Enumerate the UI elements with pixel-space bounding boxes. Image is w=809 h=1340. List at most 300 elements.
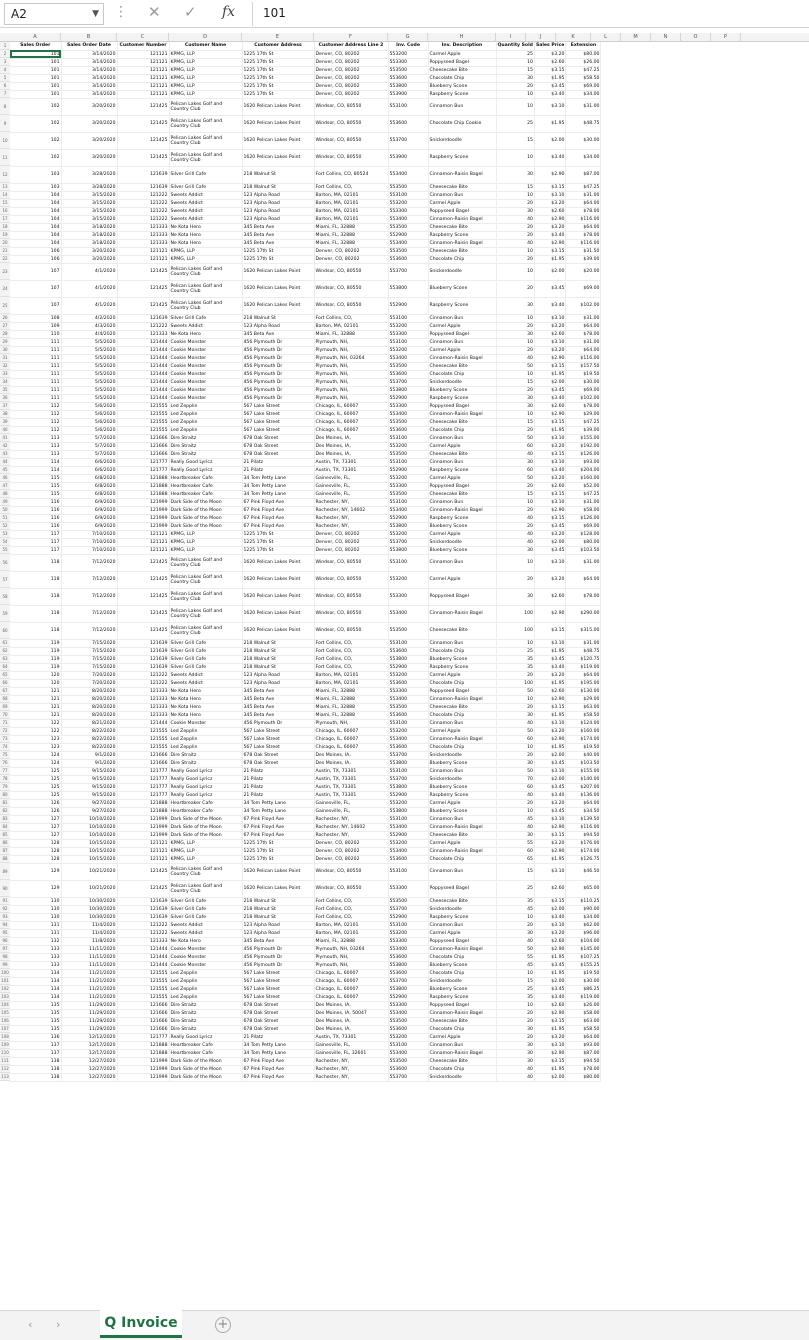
cell[interactable]: $3.45 — [534, 807, 565, 815]
cell[interactable]: 21 Pilatz — [242, 767, 314, 775]
column-header-a[interactable]: A — [10, 33, 61, 42]
cell[interactable]: 553200 — [388, 799, 428, 807]
cell[interactable]: $2.90 — [534, 166, 565, 183]
cell[interactable]: Cookie Monster — [169, 346, 242, 354]
cell[interactable]: 456 Plymouth Dr — [242, 338, 314, 346]
cell[interactable]: 121666 — [117, 751, 169, 759]
cell[interactable]: 345 Beta Ave — [242, 695, 314, 703]
cell[interactable]: $34.00 — [566, 149, 601, 166]
cell[interactable]: Ne Kota Hero — [169, 231, 242, 239]
cell[interactable]: $31.00 — [566, 191, 601, 199]
cell[interactable]: 11/4/2020 — [61, 929, 117, 937]
cell[interactable]: Raspberry Scone — [428, 231, 496, 239]
cell[interactable]: $1.95 — [534, 743, 565, 751]
cell[interactable]: 3/14/2020 — [61, 50, 117, 58]
row-header[interactable]: 111 — [1, 1058, 9, 1063]
cell[interactable]: 121121 — [117, 255, 169, 263]
cell[interactable]: $58.50 — [566, 74, 601, 82]
cell[interactable]: $116.00 — [566, 823, 601, 831]
cell[interactable]: 552900 — [388, 913, 428, 921]
row-header[interactable]: 23 — [0, 263, 10, 280]
cell[interactable]: 7/12/2020 — [61, 588, 117, 605]
cell[interactable]: $3.10 — [534, 639, 565, 647]
cell[interactable]: $1.95 — [534, 1025, 565, 1033]
cell[interactable]: $2.60 — [534, 687, 565, 695]
cell[interactable]: Cinnamon Bun — [428, 815, 496, 823]
cell[interactable]: 1620 Pelican Lakes Point — [242, 571, 314, 588]
cell[interactable]: 553600 — [388, 711, 428, 719]
cell[interactable]: 109 — [10, 322, 61, 330]
row-header[interactable]: 59 — [0, 605, 10, 622]
cell[interactable]: $78.00 — [566, 330, 601, 338]
cell[interactable]: 10/15/2020 — [61, 847, 117, 855]
cell[interactable]: 30 — [496, 1057, 534, 1065]
cell[interactable]: Dark Side of the Moon — [169, 831, 242, 839]
cell[interactable]: 70 — [496, 775, 534, 783]
cell[interactable]: Blueberry Scone — [428, 985, 496, 993]
cell[interactable]: $2.00 — [534, 775, 565, 783]
cell[interactable]: Pelican Lakes Golf and Country Club — [169, 98, 242, 115]
cell[interactable]: 20 — [496, 482, 534, 490]
cell[interactable]: 21 Pilatz — [242, 775, 314, 783]
cell[interactable]: Windsor, CO, 80550 — [314, 115, 388, 132]
cell[interactable]: 127 — [10, 831, 61, 839]
cell[interactable]: Blueberry Scone — [428, 783, 496, 791]
cell[interactable]: Miami, FL, 32888 — [314, 711, 388, 719]
cell[interactable]: KPMG, LLP — [169, 546, 242, 554]
cell[interactable]: Chicago, IL, 60007 — [314, 735, 388, 743]
cell[interactable]: 678 Oak Street — [242, 759, 314, 767]
row-header[interactable]: 81 — [0, 799, 10, 807]
cell[interactable]: 5/5/2020 — [61, 346, 117, 354]
cell[interactable]: 67 Pink Floyd Ave — [242, 815, 314, 823]
cell[interactable]: 121999 — [117, 506, 169, 514]
cell[interactable]: 121999 — [117, 522, 169, 530]
cell[interactable]: Plymouth, NH, — [314, 346, 388, 354]
cell[interactable]: Snickerdoodle — [428, 132, 496, 149]
cell[interactable]: 128 — [10, 847, 61, 855]
cell[interactable]: $2.60 — [534, 880, 565, 897]
cell[interactable]: 553700 — [388, 1073, 428, 1081]
cell[interactable]: 553700 — [388, 263, 428, 280]
cell[interactable]: Silver Grill Cafe — [169, 663, 242, 671]
table-row[interactable] — [10, 977, 601, 985]
cell[interactable]: 138 — [10, 1065, 61, 1073]
row-header[interactable]: 28 — [0, 330, 10, 338]
row-header[interactable]: 96 — [0, 937, 10, 945]
table-row[interactable] — [10, 1073, 601, 1081]
table-row[interactable] — [10, 482, 601, 490]
row-header[interactable]: 106 — [1, 1018, 9, 1023]
cell[interactable]: $31.00 — [566, 639, 601, 647]
cell[interactable]: 10 — [496, 263, 534, 280]
cell[interactable]: $130.00 — [566, 687, 601, 695]
cell[interactable]: $26.00 — [566, 1001, 601, 1009]
cell[interactable]: 121999 — [117, 1073, 169, 1081]
cell[interactable]: Carmel Apple — [428, 199, 496, 207]
cell[interactable]: 121222 — [117, 921, 169, 929]
cell[interactable]: 553300 — [388, 588, 428, 605]
cell[interactable]: Extension — [566, 42, 601, 50]
cell[interactable]: 553100 — [388, 1041, 428, 1049]
cell[interactable]: $3.40 — [534, 993, 565, 1001]
cell[interactable]: $3.10 — [534, 98, 565, 115]
cell[interactable]: Cinnamon Bun — [428, 338, 496, 346]
cell[interactable]: 121666 — [117, 434, 169, 442]
cell[interactable]: $58.00 — [566, 1009, 601, 1017]
cell[interactable]: 129 — [10, 880, 61, 897]
table-row[interactable] — [10, 671, 601, 679]
column-header-e[interactable]: E — [242, 33, 314, 42]
row-header[interactable]: 95 — [0, 929, 10, 937]
cell[interactable]: $2.90 — [534, 410, 565, 418]
cell[interactable]: 112 — [10, 426, 61, 434]
cell[interactable]: 100 — [496, 605, 534, 622]
table-row[interactable] — [10, 50, 601, 58]
cell[interactable]: 345 Beta Ave — [242, 687, 314, 695]
row-header[interactable]: 103 — [1, 994, 9, 999]
cell[interactable]: 121999 — [117, 815, 169, 823]
cell[interactable]: 553100 — [388, 338, 428, 346]
cell[interactable]: 5/5/2020 — [61, 378, 117, 386]
cell[interactable]: 121666 — [117, 450, 169, 458]
cell[interactable]: 134 — [10, 969, 61, 977]
cell[interactable]: Led Zepplin — [169, 426, 242, 434]
table-row[interactable] — [10, 149, 601, 166]
cell[interactable]: Windsor, CO, 80550 — [314, 863, 388, 880]
cell[interactable]: Cheesecake Bite — [428, 418, 496, 426]
cell[interactable]: $65.00 — [566, 880, 601, 897]
cell[interactable]: $2.90 — [534, 695, 565, 703]
cell[interactable]: 124 — [10, 751, 61, 759]
cell[interactable]: Cookie Monster — [169, 354, 242, 362]
cell[interactable]: 133 — [10, 953, 61, 961]
cell[interactable]: $2.60 — [534, 330, 565, 338]
cell[interactable]: $3.15 — [534, 1017, 565, 1025]
cell[interactable]: $192.00 — [566, 442, 601, 450]
cell[interactable]: Chocolate Chip — [428, 1065, 496, 1073]
row-header[interactable]: 80 — [0, 791, 10, 799]
cell[interactable]: $3.10 — [534, 767, 565, 775]
cell[interactable]: Raspberry Scone — [428, 394, 496, 402]
cell[interactable]: $46.50 — [566, 863, 601, 880]
cell[interactable]: Poppyseed Bagel — [428, 330, 496, 338]
cell[interactable]: 121555 — [117, 993, 169, 1001]
cell[interactable]: 567 Lake Street — [242, 735, 314, 743]
cell[interactable]: $1.95 — [534, 426, 565, 434]
cell[interactable]: 553100 — [388, 815, 428, 823]
row-header[interactable]: 9 — [0, 115, 10, 132]
table-row[interactable] — [10, 183, 601, 191]
cell[interactable]: 127 — [10, 823, 61, 831]
cell[interactable]: 118 — [10, 622, 61, 639]
cell[interactable]: $47.25 — [566, 66, 601, 74]
cell[interactable]: 138 — [10, 1057, 61, 1065]
cell[interactable]: Quantity Sold — [497, 43, 533, 49]
cell[interactable]: 10 — [496, 498, 534, 506]
cell[interactable]: Sweets Addict — [169, 215, 242, 223]
cell[interactable]: 553200 — [388, 199, 428, 207]
cell[interactable]: Miami, FL, 32888 — [314, 239, 388, 247]
table-row[interactable] — [10, 1009, 601, 1017]
cell[interactable]: $1.95 — [534, 370, 565, 378]
cell[interactable]: $64.00 — [566, 346, 601, 354]
cell[interactable]: $40.00 — [566, 751, 601, 759]
column-header-f[interactable]: F — [314, 33, 388, 42]
row-header[interactable]: 49 — [0, 498, 10, 506]
cell[interactable]: 121777 — [117, 458, 169, 466]
cell[interactable]: 1620 Pelican Lakes Point — [242, 588, 314, 605]
cell[interactable]: Raspberry Scone — [428, 514, 496, 522]
cell[interactable]: 567 Lake Street — [242, 743, 314, 751]
cell[interactable]: Heartbreaker Cafe — [169, 474, 242, 482]
cell[interactable]: Snickerdoodle — [428, 977, 496, 985]
cell[interactable]: 678 Oak Street — [242, 1001, 314, 1009]
cell[interactable]: 3/18/2020 — [61, 239, 117, 247]
cell[interactable]: Sweets Addict — [169, 671, 242, 679]
cell[interactable]: 552900 — [388, 231, 428, 239]
cell[interactable]: Rochester, NY, 14602 — [314, 823, 388, 831]
cell[interactable]: Poppyseed Bagel — [428, 588, 496, 605]
cell[interactable]: 111 — [10, 362, 61, 370]
cell[interactable]: Cookie Monster — [169, 362, 242, 370]
cell[interactable]: $3.20 — [534, 671, 565, 679]
cell[interactable]: 7/12/2020 — [61, 605, 117, 622]
cell[interactable]: 121888 — [117, 1049, 169, 1057]
cell[interactable]: 135 — [10, 1009, 61, 1017]
table-row[interactable] — [10, 679, 601, 687]
cell[interactable]: Pelican Lakes Golf and Country Club — [169, 554, 242, 571]
cell[interactable]: Austin, TX, 73301 — [314, 791, 388, 799]
cell[interactable]: Pelican Lakes Golf and Country Club — [169, 132, 242, 149]
cell[interactable]: 553600 — [388, 855, 428, 863]
table-row[interactable] — [10, 199, 601, 207]
cell[interactable]: 553200 — [388, 530, 428, 538]
cell[interactable]: $26.00 — [566, 58, 601, 66]
cell[interactable]: $2.60 — [534, 937, 565, 945]
cell[interactable]: 121425 — [117, 263, 169, 280]
cell[interactable]: Gainesville, FL, 32601 — [314, 1049, 388, 1057]
cell[interactable]: 121425 — [117, 880, 169, 897]
cell[interactable]: 30 — [496, 1049, 534, 1057]
cell[interactable]: Pelican Lakes Golf and Country Club — [169, 622, 242, 639]
row-header[interactable]: 89 — [0, 863, 10, 880]
cell[interactable]: 123 — [10, 743, 61, 751]
table-row[interactable] — [10, 434, 601, 442]
cell[interactable]: 12/27/2020 — [61, 1073, 117, 1081]
cell[interactable]: Barton, MA, 02101 — [314, 671, 388, 679]
cell[interactable]: 121222 — [117, 671, 169, 679]
enter-icon[interactable]: ✓ — [184, 3, 197, 21]
cell[interactable]: 10 — [496, 98, 534, 115]
cell[interactable]: 11/11/2020 — [61, 961, 117, 969]
row-header[interactable]: 27 — [0, 322, 10, 330]
cell[interactable]: $2.00 — [534, 751, 565, 759]
cell[interactable]: Cinnamon-Raisin Bagel — [428, 847, 496, 855]
table-row[interactable] — [10, 571, 601, 588]
row-header[interactable]: 40 — [0, 426, 10, 434]
cell[interactable]: 119 — [10, 655, 61, 663]
cell[interactable]: 34 Tom Petty Lane — [242, 1041, 314, 1049]
cell[interactable]: Led Zepplin — [169, 993, 242, 1001]
cell[interactable]: $3.10 — [534, 1041, 565, 1049]
row-header[interactable]: 98 — [0, 953, 10, 961]
cell[interactable]: 30 — [496, 831, 534, 839]
cell[interactable]: Cinnamon Bun — [428, 863, 496, 880]
cell[interactable]: Chocolate Chip — [428, 969, 496, 977]
cell[interactable]: 67 Pink Floyd Ave — [242, 522, 314, 530]
cell[interactable]: 121333 — [117, 231, 169, 239]
cell[interactable]: Cinnamon Bun — [428, 767, 496, 775]
cell[interactable]: 138 — [10, 1073, 61, 1081]
cell[interactable]: KPMG, LLP — [169, 847, 242, 855]
cell[interactable]: Pelican Lakes Golf and Country Club — [169, 263, 242, 280]
cell[interactable]: 552900 — [388, 831, 428, 839]
cell[interactable]: 11/21/2020 — [61, 985, 117, 993]
cell[interactable]: 121425 — [117, 297, 169, 314]
table-row[interactable] — [10, 945, 601, 953]
cell[interactable]: 30 — [496, 297, 534, 314]
cell[interactable]: Gainesville, FL, — [314, 807, 388, 815]
cell[interactable]: Poppyseed Bagel — [428, 937, 496, 945]
table-row[interactable] — [10, 783, 601, 791]
cell[interactable]: 123 Alpha Road — [242, 921, 314, 929]
cell[interactable]: Raspberry Scone — [428, 913, 496, 921]
cell[interactable]: 10 — [496, 58, 534, 66]
cell[interactable]: 116 — [10, 514, 61, 522]
cell[interactable]: $64.00 — [566, 199, 601, 207]
cell[interactable]: 40 — [496, 1073, 534, 1081]
cell[interactable]: 30 — [496, 166, 534, 183]
cell[interactable]: Sweets Addict — [169, 191, 242, 199]
cell[interactable]: $126.00 — [566, 450, 601, 458]
cell[interactable]: 121666 — [117, 1001, 169, 1009]
cell[interactable]: 121555 — [117, 410, 169, 418]
row-header[interactable]: 11 — [0, 149, 10, 166]
cell[interactable]: Cinnamon-Raisin Bagel — [428, 735, 496, 743]
cell[interactable]: $78.00 — [566, 1065, 601, 1073]
cell[interactable]: 121425 — [117, 149, 169, 166]
cell[interactable]: 133 — [10, 961, 61, 969]
row-header[interactable]: 44 — [0, 458, 10, 466]
cell[interactable]: 11/29/2020 — [61, 1017, 117, 1025]
cell[interactable]: 121 — [10, 687, 61, 695]
cell[interactable]: Denver, CO, 80202 — [314, 855, 388, 863]
cell[interactable]: 34 Tom Petty Lane — [242, 799, 314, 807]
cell[interactable]: $1.95 — [534, 711, 565, 719]
cell[interactable]: 9/15/2020 — [61, 791, 117, 799]
cell[interactable]: 107 — [10, 297, 61, 314]
cell[interactable]: $58.50 — [566, 1025, 601, 1033]
table-row[interactable] — [10, 831, 601, 839]
cell[interactable]: 65 — [496, 855, 534, 863]
cell[interactable]: 121 — [10, 703, 61, 711]
cell[interactable]: $3.15 — [534, 418, 565, 426]
cell[interactable]: 101 — [10, 90, 61, 98]
table-row[interactable] — [10, 815, 601, 823]
cell[interactable]: Dire Straitz — [169, 1009, 242, 1017]
table-row[interactable] — [10, 953, 601, 961]
cell[interactable]: KPMG, LLP — [169, 82, 242, 90]
table-row[interactable] — [10, 687, 601, 695]
cell[interactable]: 121999 — [117, 1057, 169, 1065]
cell[interactable]: 123 Alpha Road — [242, 215, 314, 223]
cell[interactable]: 40 — [496, 354, 534, 362]
table-row[interactable] — [10, 386, 601, 394]
cell[interactable]: $2.60 — [534, 482, 565, 490]
cell[interactable]: $174.00 — [566, 847, 601, 855]
cell[interactable]: 119 — [10, 663, 61, 671]
cell[interactable]: Windsor, CO, 80550 — [314, 98, 388, 115]
cell[interactable]: 678 Oak Street — [242, 434, 314, 442]
cell[interactable]: 121999 — [117, 831, 169, 839]
cell[interactable]: 121444 — [117, 346, 169, 354]
cell[interactable]: 121888 — [117, 807, 169, 815]
cell[interactable]: 1225 17th St — [242, 255, 314, 263]
cell[interactable]: 121555 — [117, 426, 169, 434]
cell[interactable]: $31.00 — [566, 338, 601, 346]
table-row[interactable] — [10, 969, 601, 977]
cell[interactable]: 567 Lake Street — [242, 426, 314, 434]
cell[interactable]: 20 — [496, 921, 534, 929]
row-header[interactable]: 10 — [0, 132, 10, 149]
cell[interactable]: 8/20/2020 — [61, 695, 117, 703]
cell[interactable]: 567 Lake Street — [242, 402, 314, 410]
cell[interactable]: Silver Grill Cafe — [169, 897, 242, 905]
cell[interactable]: 40 — [496, 791, 534, 799]
cell[interactable]: $2.60 — [534, 588, 565, 605]
cell[interactable]: 25 — [496, 647, 534, 655]
cell[interactable]: 123 — [10, 735, 61, 743]
cell[interactable]: Cinnamon-Raisin Bagel — [428, 1049, 496, 1057]
cell[interactable]: $155.00 — [566, 767, 601, 775]
cell[interactable]: 678 Oak Street — [242, 450, 314, 458]
cell[interactable]: 34 Tom Petty Lane — [242, 807, 314, 815]
cell[interactable]: 4/1/2020 — [61, 263, 117, 280]
cell[interactable]: 553100 — [388, 434, 428, 442]
cell[interactable]: $315.00 — [566, 622, 601, 639]
row-header[interactable]: 100 — [1, 970, 9, 975]
cell[interactable]: Chicago, IL, 60007 — [314, 743, 388, 751]
cell[interactable]: 552900 — [388, 663, 428, 671]
row-header[interactable]: 26 — [0, 314, 10, 322]
cell[interactable]: 4/1/2020 — [61, 297, 117, 314]
cell[interactable]: 121121 — [117, 66, 169, 74]
cell[interactable]: Gainesville, FL, — [314, 490, 388, 498]
cell[interactable]: 121444 — [117, 362, 169, 370]
cell[interactable]: KPMG, LLP — [169, 855, 242, 863]
cell[interactable]: 456 Plymouth Dr — [242, 961, 314, 969]
cell[interactable]: Ne Kota Hero — [169, 687, 242, 695]
cell[interactable]: 3/14/2020 — [61, 74, 117, 82]
cell[interactable]: 123 Alpha Road — [242, 207, 314, 215]
cell[interactable]: Cinnamon Bun — [428, 554, 496, 571]
cell[interactable]: 553200 — [388, 839, 428, 847]
cell[interactable]: 553600 — [388, 255, 428, 263]
cell[interactable]: 567 Lake Street — [242, 969, 314, 977]
cell[interactable]: 10 — [496, 410, 534, 418]
cell[interactable]: Rochester, NY, — [314, 1073, 388, 1081]
cell[interactable]: $103.50 — [566, 759, 601, 767]
cell[interactable]: $119.00 — [566, 663, 601, 671]
cell[interactable]: $2.90 — [534, 605, 565, 622]
cell[interactable]: $3.40 — [534, 90, 565, 98]
cell[interactable]: Austin, TX, 73301 — [314, 767, 388, 775]
cell[interactable]: Austin, TX, 73301 — [314, 775, 388, 783]
row-header[interactable]: 25 — [0, 297, 10, 314]
table-row[interactable] — [10, 514, 601, 522]
cell[interactable]: Sales Order Date — [61, 42, 117, 50]
